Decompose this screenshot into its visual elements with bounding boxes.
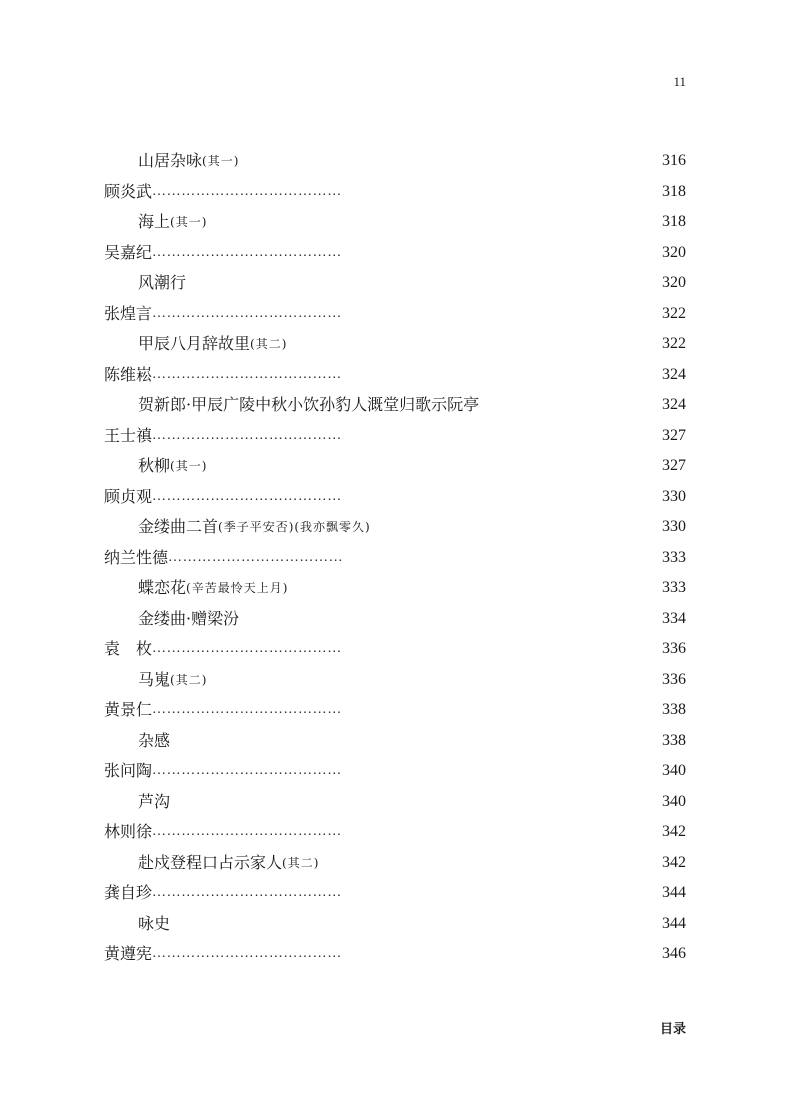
entry-page-number: 340	[662, 792, 686, 810]
entry-title: 龚自珍	[104, 883, 153, 902]
table-of-contents	[104, 146, 686, 970]
entry-page-number: 320	[662, 243, 686, 261]
toc-work-entry[interactable]	[104, 329, 686, 360]
entry-page-number: 330	[662, 518, 686, 535]
toc-work-entry[interactable]	[104, 787, 686, 818]
entry-page-number: 338	[662, 701, 686, 718]
toc-author-entry[interactable]	[104, 695, 686, 726]
entry-title: 顾贞观	[104, 486, 153, 506]
entry-page-number: 334	[662, 609, 686, 627]
toc-author-entry[interactable]	[104, 482, 686, 513]
entry-page-number: 320	[662, 274, 686, 291]
entry-note: (其二)	[282, 855, 320, 870]
toc-work-entry[interactable]	[104, 207, 686, 238]
entry-note: (辛苦最怜天上月)	[186, 581, 289, 595]
entry-title: 海上	[138, 212, 171, 231]
entry-page-number: 333	[662, 579, 686, 596]
entry-title: 黄遵宪	[104, 944, 153, 963]
entry-page-number: 318	[662, 213, 686, 230]
toc-author-entry[interactable]	[104, 238, 686, 269]
running-footer: 目录	[659, 1022, 686, 1037]
entry-title: 金缕曲二首	[138, 517, 219, 536]
entry-page-number: 344	[662, 914, 686, 932]
entry-page-number: 316	[662, 152, 686, 169]
toc-author-entry[interactable]	[104, 634, 686, 665]
toc-work-entry[interactable]	[104, 573, 686, 604]
entry-title: 陈维崧	[104, 364, 153, 384]
entry-page-number: 336	[662, 640, 686, 657]
toc-work-entry[interactable]	[104, 848, 686, 879]
toc-work-entry[interactable]	[104, 604, 686, 635]
entry-page-number: 344	[662, 884, 686, 901]
entry-title: 贺新郎·甲辰广陵中秋小饮孙豹人溉堂归歌示阮亭	[138, 395, 480, 414]
entry-title: 张问陶	[104, 761, 153, 780]
dot-leader: …………………………………	[152, 427, 342, 443]
entry-note: (其二)	[250, 337, 288, 351]
dot-leader: …………………………………	[152, 763, 342, 778]
toc-work-entry[interactable]	[104, 726, 686, 757]
entry-page-number: 342	[662, 823, 686, 840]
toc-author-entry[interactable]	[104, 878, 686, 909]
dot-leader: …………………………………	[152, 244, 342, 260]
entry-note: (其一)	[202, 154, 240, 168]
entry-page-number: 336	[662, 670, 686, 688]
entry-title: 纳兰性德	[104, 547, 169, 567]
entry-page-number: 327	[662, 457, 686, 474]
entry-title: 黄景仁	[104, 700, 153, 719]
toc-work-entry[interactable]	[104, 146, 686, 177]
entry-title: 蝶恋花	[138, 578, 187, 597]
toc-work-entry[interactable]	[104, 909, 686, 940]
toc-author-entry[interactable]	[104, 360, 686, 391]
entry-title: 芦沟	[138, 791, 171, 811]
dot-leader: …………………………………	[152, 702, 342, 717]
entry-title: 赴戍登程口占示家人	[138, 852, 283, 872]
toc-author-entry[interactable]	[104, 177, 686, 208]
entry-page-number: 330	[662, 487, 686, 505]
toc-work-entry[interactable]	[104, 512, 686, 543]
dot-leader: …………………………………	[152, 824, 342, 839]
entry-title: 风潮行	[138, 273, 187, 292]
entry-note: (其一)	[170, 215, 208, 229]
toc-work-entry[interactable]	[104, 665, 686, 696]
entry-page-number: 318	[662, 182, 686, 200]
entry-title: 张煌言	[104, 303, 153, 323]
toc-work-entry[interactable]	[104, 451, 686, 482]
entry-title: 甲辰八月辞故里	[138, 334, 251, 353]
entry-page-number: 342	[662, 853, 686, 871]
toc-author-entry[interactable]	[104, 421, 686, 452]
entry-title: 林则徐	[104, 822, 153, 841]
entry-page-number: 324	[662, 365, 686, 383]
entry-title: 秋柳	[138, 456, 171, 475]
toc-work-entry[interactable]	[104, 390, 686, 421]
entry-title: 金缕曲·赠梁汾	[138, 608, 240, 628]
entry-note: (其二)	[170, 672, 208, 687]
entry-note: (其一)	[170, 459, 208, 473]
entry-title: 马嵬	[138, 669, 171, 689]
entry-page-number: 327	[662, 426, 686, 444]
entry-title: 咏史	[138, 913, 171, 933]
entry-page-number: 324	[662, 396, 686, 413]
dot-leader: …………………………………	[152, 366, 342, 382]
entry-title: 袁 枚	[104, 639, 153, 658]
entry-page-number: 338	[662, 731, 686, 749]
entry-title: 吴嘉纪	[104, 242, 153, 262]
toc-author-entry[interactable]	[104, 817, 686, 848]
toc-author-entry[interactable]	[104, 543, 686, 574]
dot-leader: …………………………………	[152, 885, 342, 900]
entry-note: (季子平安否)(我亦飘零久)	[218, 520, 371, 534]
page-number: 11	[673, 74, 686, 89]
toc-author-entry[interactable]	[104, 756, 686, 787]
entry-page-number: 340	[662, 762, 686, 779]
entry-page-number: 346	[662, 945, 686, 962]
dot-leader: …………………………………	[152, 488, 342, 504]
entry-page-number: 333	[662, 548, 686, 566]
entry-page-number: 322	[662, 304, 686, 322]
dot-leader: …………………………………	[152, 305, 342, 321]
dot-leader: …………………………………	[152, 641, 342, 656]
entry-page-number: 322	[662, 335, 686, 352]
toc-author-entry[interactable]	[104, 939, 686, 970]
entry-title: 杂感	[138, 730, 171, 750]
dot-leader: …………………………………	[152, 946, 342, 961]
dot-leader: ………………………………	[168, 549, 344, 565]
entry-title: 王士禛	[104, 425, 153, 445]
entry-title: 顾炎武	[104, 181, 153, 201]
dot-leader: …………………………………	[152, 183, 342, 199]
toc-author-entry[interactable]	[104, 299, 686, 330]
entry-title: 山居杂咏	[138, 151, 203, 170]
toc-work-entry[interactable]	[104, 268, 686, 299]
